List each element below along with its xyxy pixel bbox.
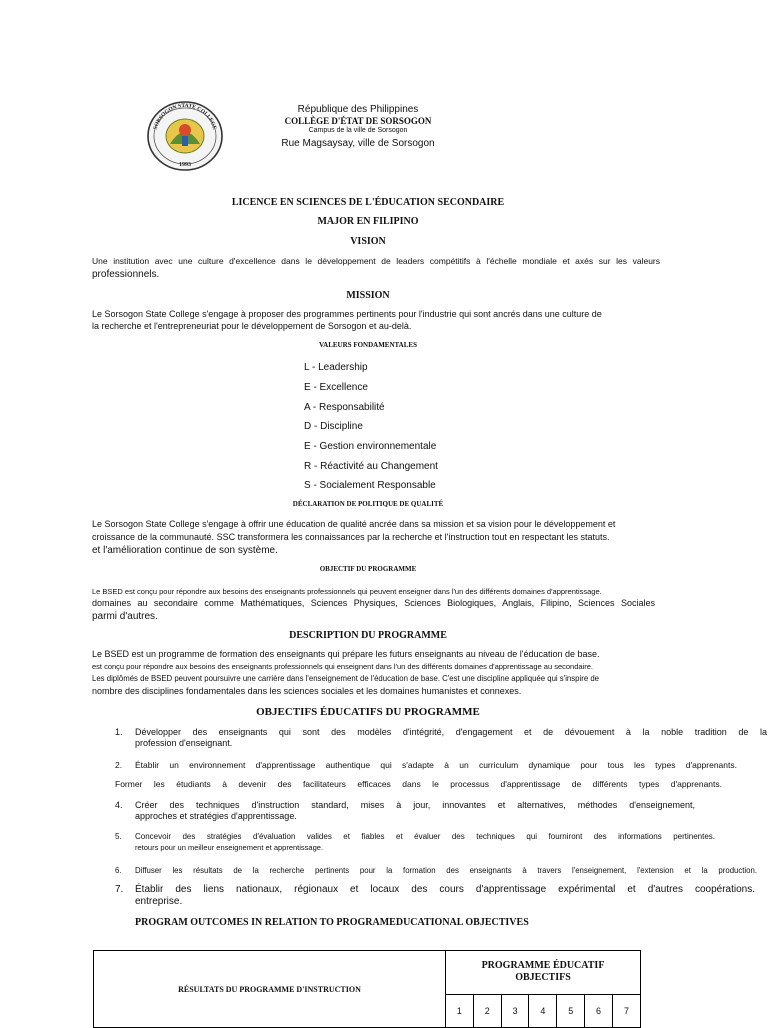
outcomes-col-right-line2: OBJECTIFS [515, 972, 571, 984]
objective-item [115, 727, 767, 749]
quality-policy-line1: Le Sorsogon State College s'engage à offrir une éducation de qualité ancrée dans sa mission et sa vision pour le développement et [92, 519, 616, 529]
objective-item [115, 865, 757, 877]
mission-heading: MISSION [346, 290, 390, 301]
objective-item [115, 779, 722, 791]
core-values-heading: VALEURS FONDAMENTALES [319, 341, 417, 349]
core-value-item: E - Excellence [304, 382, 368, 393]
objective-number: 1. [115, 727, 123, 737]
objective-number: 2. [115, 760, 123, 770]
core-value-item: D - Discipline [304, 421, 363, 432]
program-major: MAJOR EN FILIPINO [317, 216, 419, 227]
vision-text-line1: Une institution avec une culture d'excellence dans le développement de leaders compétitifs à l'échelle mondiale et axés sur les valeurs [92, 256, 660, 266]
objective-text: Former les étudiants à devenir des facilitateurs efficaces dans le processus d'apprentissage de différents types d'apprenants. [115, 779, 722, 789]
core-value-item: A - Responsabilité [304, 402, 385, 413]
objective-text-continued: retours pour un meilleur enseignement et apprentissage. [135, 843, 324, 852]
program-description-line1: Le BSED est un programme de formation des enseignants qui prépare les futurs enseignants au niveau de l'éducation de base. [92, 649, 600, 659]
quality-policy-line3: et l'amélioration continue de son système. [92, 545, 278, 556]
outcomes-col-left-header: RÉSULTATS DU PROGRAMME D'INSTRUCTION [94, 951, 446, 1028]
objective-text-continued: entreprise. [135, 896, 183, 907]
program-objective-line3: parmi d'autres. [92, 611, 158, 622]
header-campus: Campus de la ville de Sorsogon [308, 127, 408, 134]
educational-objectives-heading: OBJECTIFS ÉDUCATIFS DU PROGRAMME [256, 706, 480, 718]
program-objective-line1: Le BSED est conçu pour répondre aux besoins des enseignants professionnels qui peuvent enseigner dans l'un des différents domaines d'apprentissage. [92, 587, 602, 596]
objective-text-continued: approches et stratégies d'apprentissage. [135, 811, 297, 821]
college-seal-logo [146, 100, 224, 172]
seal-text: SORSOGON STATE COLLEGE [152, 102, 218, 131]
program-objective-heading: OBJECTIF DU PROGRAMME [319, 565, 417, 573]
outcomes-col-right-line1: PROGRAMME ÉDUCATIF [481, 960, 605, 972]
outcomes-table [93, 950, 641, 1028]
objective-text: Diffuser les résultats de la recherche pertinents pour la formation des enseignants à travers l'enseignement, l'extension et la production. [135, 866, 757, 875]
objective-number: 6. [115, 866, 122, 875]
program-title: LICENCE EN SCIENCES DE L'ÉDUCATION SECONDAIRE [231, 197, 505, 208]
outcomes-col-right-header [446, 951, 641, 995]
core-value-item: L - Leadership [304, 362, 368, 373]
objective-number: 5. [115, 832, 122, 841]
objective-number: 4. [115, 800, 123, 810]
outcomes-heading: PROGRAM OUTCOMES IN RELATION TO PROGRAMEDUCATIONAL OBJECTIVES [135, 917, 529, 928]
objective-col-number: 7 [612, 994, 640, 1027]
program-description-line3: Les diplômés de BSED peuvent poursuivre une carrière dans l'enseignement de l'éducation de base. C'est une discipline appliquée qui s'inspire de [92, 674, 600, 683]
objective-col-number: 1 [446, 994, 474, 1027]
mission-text-line1: Le Sorsogon State College s'engage à proposer des programmes pertinents pour l'industrie qui sont ancrés dans une culture de [92, 309, 602, 319]
header-address: Rue Magsaysay, ville de Sorsogon [281, 138, 435, 149]
objective-col-number: 5 [557, 994, 585, 1027]
header-college: COLLÈGE D'ÉTAT DE SORSOGON [284, 116, 432, 126]
objective-item [115, 760, 737, 772]
objective-item [115, 800, 695, 822]
objective-item [115, 884, 755, 908]
objective-col-number: 6 [585, 994, 613, 1027]
objective-text: Établir des liens nationaux, régionaux et locaux des cours d'apprentissage expérimental et d'autres coopérations. [135, 884, 755, 895]
program-description-heading: DESCRIPTION DU PROGRAMME [289, 630, 447, 641]
objective-number: 7. [115, 884, 124, 895]
program-objective-line2: domaines au secondaire comme Mathématiques, Sciences Physiques, Sciences Biologiques, Anglais, Filipino, Sciences Sociales [92, 598, 655, 608]
program-description-line2: est conçu pour répondre aux besoins des enseignants professionnels qui enseignent dans l'un des différents domaines d'apprentissage au secondaire. [92, 662, 593, 671]
objective-col-number: 2 [473, 994, 501, 1027]
seal-year: 1993 [179, 162, 191, 168]
objective-text-continued: profession d'enseignant. [135, 738, 233, 748]
objective-text: Établir un environnement d'apprentissage authentique qui s'adapte à un curriculum dynamique pour tous les types d'apprenants. [135, 760, 737, 770]
objective-text: Développer des enseignants qui sont des modèles d'intégrité, d'engagement et de dévouement à la noble tradition de la [135, 727, 767, 737]
objective-col-number: 3 [501, 994, 529, 1027]
objective-text: Créer des techniques d'instruction standard, mises à jour, innovantes et alternatives, méthodes d'enseignement, [135, 800, 695, 810]
core-value-item: E - Gestion environnementale [304, 441, 437, 452]
vision-heading: VISION [350, 236, 386, 247]
program-description-line4: nombre des disciplines fondamentales dans les sciences sociales et les domaines humanistes et connexes. [92, 686, 522, 696]
objective-text: Concevoir des stratégies d'évaluation valides et fiables et évaluer des techniques qui fourniront des informations pertinentes. [135, 832, 715, 841]
mission-text-line2: la recherche et l'entrepreneuriat pour le développement de Sorsogon et au-delà. [92, 321, 412, 331]
quality-policy-line2: croissance de la communauté. SSC transformera les connaissances par la recherche et l'instruction tout en respectant les statuts. [92, 532, 610, 542]
core-value-item: S - Socialement Responsable [304, 480, 436, 491]
vision-text-line2: professionnels. [92, 269, 160, 280]
header-country: République des Philippines [297, 104, 419, 115]
objective-col-number: 4 [529, 994, 557, 1027]
core-value-item: R - Réactivité au Changement [304, 461, 438, 472]
quality-policy-heading: DÉCLARATION DE POLITIQUE DE QUALITÉ [292, 500, 444, 508]
objective-item [115, 831, 715, 853]
